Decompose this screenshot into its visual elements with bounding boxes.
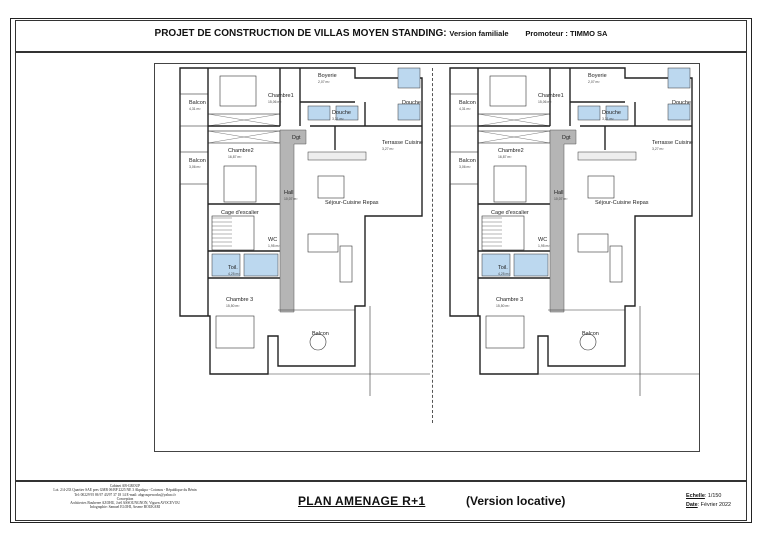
project-promoter: Promoteur : TIMMO SA [525,29,608,38]
dining-table [588,176,614,198]
company-line: Lot. 2/4-233 Quartier SAE pres GMB 06 BP 2225 NE 3 Akpakpa - Cotonou - République du Bénin [53,488,197,493]
room-area-buanderie: 2,07 m² [318,80,330,84]
room-area-balcon-top: 4,31 m² [459,107,471,111]
project-title-line [16,28,746,39]
room-area-hall: 10,07 m² [284,197,298,201]
villa-plan-right [430,66,700,396]
plan-title: PLAN AMENAGE R+1 [298,494,426,508]
room-label-terrasse: Terrasse Cuisine [652,140,693,146]
room-area-chambre1: 15,06 m² [538,100,552,104]
room-label-balcon-mid: Balcon [459,158,476,164]
room-label-chambre3: Chambre 3 [226,297,254,303]
room-area-douche-top: 3,31 m² [332,117,344,121]
date-value: : Février 2022 [697,502,731,508]
room-label-chambre1: Chambre1 [538,93,564,99]
scale-date-block [686,492,731,510]
room-area-toilette: 4,25 m² [228,272,240,276]
room-area-chambre1: 15,06 m² [268,100,282,104]
room-area-hall: 10,07 m² [554,197,568,201]
sink-room-tiles [514,254,548,276]
room-label-dgt: Dgt [562,135,571,141]
wc-top-right-tiles [398,68,420,88]
room-area-balcon-mid: 3,06 m² [459,165,471,169]
room-label-buanderie: Boyerie [318,73,337,79]
sink-room-tiles [244,254,278,276]
floor-plan-drawing [430,66,700,396]
plan-subtitle: (Version locative) [466,494,566,508]
room-label-cage: Cage d'escalier [221,210,259,216]
room-area-terrasse: 3,27 m² [652,147,664,151]
room-area-balcon-mid: 3,06 m² [189,165,201,169]
room-label-balcon-top: Balcon [459,100,476,106]
sofa-side [340,246,352,282]
room-label-balcon-bottom: Balcon [582,331,599,337]
room-area-wc: 1,95 m² [268,244,280,248]
bed-chambre1 [220,76,256,106]
wc-top-right-tiles [668,68,690,88]
room-label-wc: WC [538,237,548,243]
balcony-railings [538,306,700,396]
room-area-chambre2: 16,87 m² [228,155,242,159]
hall-corridor [550,130,576,312]
stair-well [212,216,254,250]
company-line: Conception [116,496,134,501]
company-line: Tel: 00229 95 86 97 43/97 37 18 14 E-mail: abgroupeworks@yahoo.fr [74,492,176,497]
room-label-wc: WC [268,237,278,243]
room-label-chambre2: Chambre2 [228,148,254,154]
sofa [308,234,338,252]
dining-table [318,176,344,198]
bed-chambre3 [216,316,254,348]
company-info [18,484,232,510]
room-area-wc: 1,95 m² [538,244,550,248]
room-area-toilette: 4,25 m² [498,272,510,276]
room-area-chambre3: 15,50 m² [226,304,240,308]
kitchen-counter [308,152,366,160]
title-block [15,20,747,52]
room-label-toilette: Toil. [498,265,508,271]
project-title: PROJET DE CONSTRUCTION DE VILLAS MOYEN STANDING: [154,28,447,39]
room-label-chambre2: Chambre2 [498,148,524,154]
company-line: Architectes Bouberee AZOHU, Joël ASSOUNGNON, Viguen AVOCEVOU [70,501,180,506]
scale-label: Echelle [686,493,705,499]
balcony-railings [268,306,430,396]
room-area-douche-top: 3,31 m² [602,117,614,121]
room-label-buanderie: Boyerie [588,73,607,79]
bed-chambre1 [490,76,526,106]
room-area-terrasse: 3,27 m² [382,147,394,151]
sink-area-tiles [308,106,330,120]
floor-plan-drawing [160,66,430,396]
room-label-douche-right: Douche [402,100,421,106]
room-area-chambre2: 16,87 m² [498,155,512,159]
date-label: Date [686,502,698,508]
room-label-terrasse: Terrasse Cuisine [382,140,423,146]
project-version: Version familiale [449,29,509,38]
room-label-dgt: Dgt [292,135,301,141]
room-area-chambre3: 15,50 m² [496,304,510,308]
sofa-side [610,246,622,282]
bed-chambre2 [494,166,526,202]
room-label-balcon-bottom: Balcon [312,331,329,337]
bed-chambre3 [486,316,524,348]
villa-plan-left [160,66,430,396]
room-label-balcon-top: Balcon [189,100,206,106]
hall-corridor [280,130,306,312]
room-label-hall: Hall [284,190,294,196]
sink-area-tiles [578,106,600,120]
kitchen-counter [578,152,636,160]
room-label-douche-top: Douche [332,110,351,116]
scale-value: : 1/150 [704,493,722,499]
bed-chambre2 [224,166,256,202]
room-label-douche-right: Douche [672,100,691,106]
room-label-sejour: Séjour-Cuisine Repas [595,200,649,206]
room-label-chambre3: Chambre 3 [496,297,524,303]
room-area-balcon-top: 4,31 m² [189,107,201,111]
room-label-chambre1: Chambre1 [268,93,294,99]
room-label-cage: Cage d'escalier [491,210,529,216]
room-label-sejour: Séjour-Cuisine Repas [325,200,379,206]
room-label-douche-top: Douche [602,110,621,116]
room-label-balcon-mid: Balcon [189,158,206,164]
stair-well [482,216,524,250]
company-line: Infographie: Samuel ELOHI, Arsene BOUKARI [89,505,161,510]
sofa [578,234,608,252]
room-area-buanderie: 2,07 m² [588,80,600,84]
company-line: Cabinet AB-GROUP [109,484,141,488]
room-label-toilette: Toil. [228,265,238,271]
room-label-hall: Hall [554,190,564,196]
